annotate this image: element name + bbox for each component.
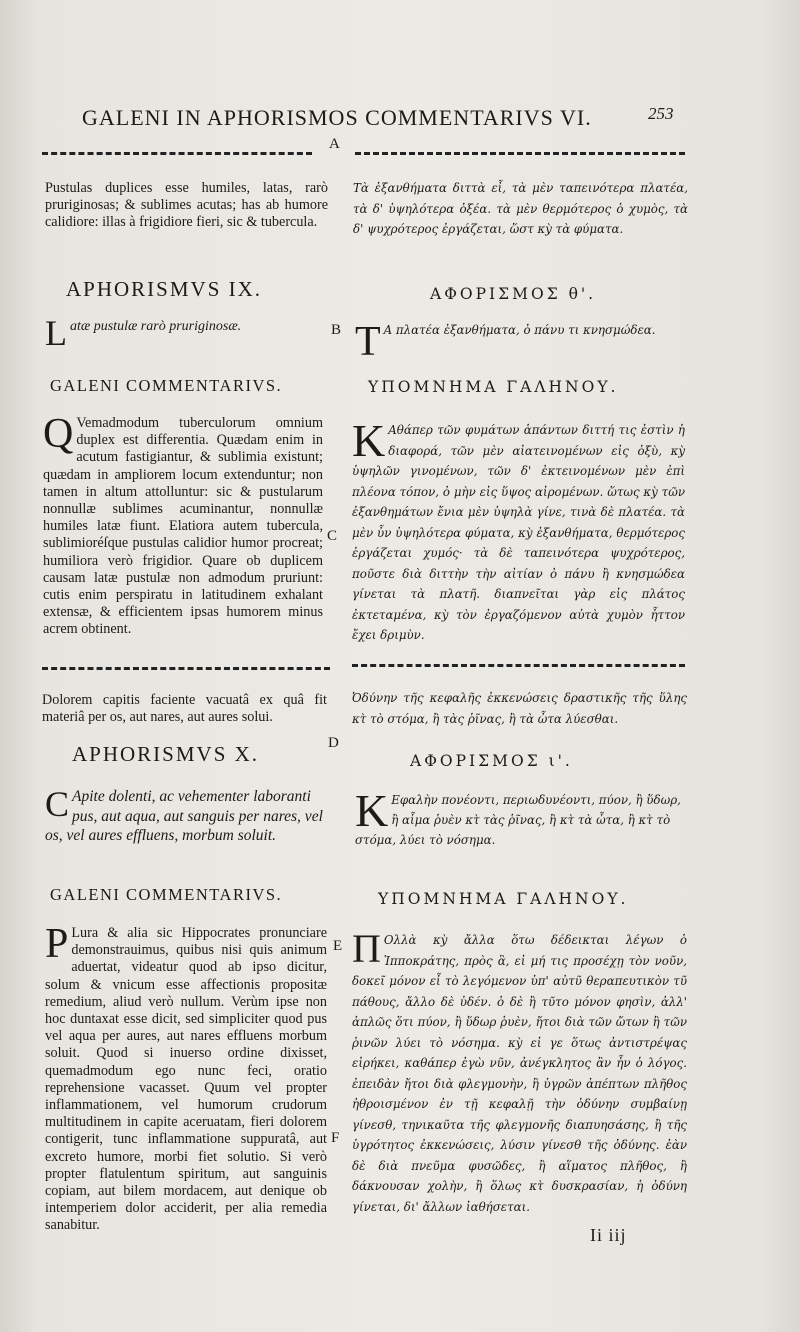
drop-cap-p: P (45, 921, 69, 967)
section-letter-a: A (329, 136, 340, 152)
greek-intro-ix: Τὰ ἐξανθήματα διττὰ εἶ, τὰ μὲν ταπεινότερα πλατέα, τὰ δ' ὑψηλότερα ὀξέα. τὰ μὲν θερμότερος ὁ χυμὸς, τὰ δ' ψυχρότερος ἐργάζεται, ὥστ κỳ τὰ φύματα. (353, 181, 688, 236)
latin-heading-ix: APHORISMVS IX. (66, 277, 263, 301)
running-title: GALENI IN APHORISMOS COMMENTARIVS VI. (82, 105, 592, 130)
latin-aphorism-x: C Apite dolenti, ac vehementer laboranti pus, aut aqua, aut sanguis per nares, vel os, vel aures effluens, morbum soluit. (45, 784, 323, 844)
margin-letter-b: B (331, 322, 342, 338)
drop-cap-l: L (45, 313, 67, 353)
drop-cap-c: C (45, 784, 70, 824)
greek-commentary-ix: K Αθάπερ τῶν φυμάτων ἁπάντων διττή τις ἐστὶν ἡ διαφορά, τῶν μὲν αἰατεινομένων εἰς ὀξὺ, κỳ ὑψηλῶν γινομένων, τῶν δ' ἐκτεινομένων μὲν ἐπὶ πλέονα τόπον, ὀ μὴν εἰς ὕψος αἰρομένων. ὥτως κỳ τῶν ἐξανθημάτων ἔνια μὲν ὑψηλὰ γίνε, τινὰ δὲ πλατέα. τὰ μὲν ὖν ὑψηλότερα φύματα, κỳ ἐξανθήματα, θερμότερος ἐργάζεται χυμός· τὰ δὲ ταπεινότερα ψυχρότερος, ποῦστε διὰ διττὴν τὴν αἰτίαν ὀ πάνυ ἢ κνησμώδεα γίνεται τὰ πλατῆ. διαπνεῖται γὰρ εἰς πλάτος ἐκτεταμένα, κỳ τὸν ἐργαζόμενον αὐτὰ χυμὸν ἧττον ἔχει δριμὺν. (352, 415, 685, 642)
greek-commentary-heading-x: ΥΠΟΜΝΗΜΑ ΓΑΛΗΝΟΥ. (378, 890, 629, 908)
drop-cap-k2: K (355, 785, 389, 836)
drop-cap-t: T (355, 319, 381, 365)
greek-aphorism-ix: T Α πλατέα ἐξανθήματα, ὀ πάνυ τι κνησμώδεα. (355, 319, 656, 365)
page-number: 253 (648, 104, 674, 123)
latin-commentary-heading-ix: GALENI COMMENTARIVS. (50, 376, 283, 395)
drop-cap-q: Q (43, 411, 74, 457)
middle-rule-right (352, 664, 685, 667)
margin-letter-e: E (333, 938, 343, 954)
margin-letter-d: D (328, 735, 339, 751)
greek-commentary-heading-ix: ΥΠΟΜΝΗΜΑ ΓΑΛΗΝΟΥ. (368, 378, 619, 396)
latin-heading-x: APHORISMVS X. (72, 742, 260, 766)
top-rule-right (355, 152, 685, 155)
greek-heading-x: ΑΦΟΡΙΣΜΟΣ ι'. (410, 752, 573, 770)
top-rule-left (42, 152, 312, 155)
drop-cap-k: K (352, 415, 386, 466)
greek-commentary-x: Π Ολλὰ κỳ ἄλλα ὅτω δέδεικται λέγων ὁ Ἱπποκράτης, πρὸς ἃ, εἰ μή τις προσέχῃ τὸν νοῦν, δοκεῖ μόνον εἶ τὸ λεγόμενον ὑπ' αὐτῦ θεραπευτικὸν τῦ πάθους, ἄλλο δὲ ὐδέν. ὁ δὲ ἢ τῦτο μόνον φησὶν, ἀλλ' ἁπλῶς ὅτι πύον, ἢ ὕδωρ ῥυὲν, ἤτοι διὰ τῶν ὤτων ἢ τῶν ῥινῶν λύει τὸ νόσημα. κỳ εἰ γε ὅτως ἀντιστρέψας εἰρήκει, καθάπερ ἐγὼ νῦν, ἀνέγκλητος ἂν ἦν ὁ λόγος. ἐπειδὰν ἤτοι διὰ φλεγμονὴν, ἢ ὑγρῶν ἀπέπτων πλῆθος ἠθροισμένον ἐν τῇ κεφαλῇ τὴν ὀδύνην συμβαίνῃ γίνεσθ, τηνικαῦτα τῆς φλεγμονῆς διαπυησάσης, ἢ τῆς ὑγρότητος ἐκκενώσεις, λύσιν γίνεσθ τῆς ὀδύνης. ἐὰν δὲ διὰ πνεῦμα φυσῶδες, ἢ αἵματος πλῆθος, ἢ δάκνουσαν χολὴν, ἢ ὅλως κτ̀ δυσκρασίαν, ἡ ὀδύνη γίνεται, δι' ἄλλων ἰαθήσεται. (352, 926, 687, 1214)
latin-aphorism-ix: L atæ pustulæ rarò pruriginosæ. (45, 313, 242, 353)
latin-intro-x: Dolorem capitis faciente vacuatâ ex quâ fit materiâ per os, aut nares, aut aures solui. (42, 692, 327, 726)
margin-letter-f: F (331, 1130, 340, 1146)
margin-letter-c: C (327, 528, 338, 544)
latin-commentary-ix: Q Vemadmodum tuberculorum omnium duplex est differentia. Quædam enim in acutum fastigiantur, & sublimia existunt; quædam in ampliorem locum extenduntur; non tamen in altum attolluntur: sic & pustularum nonnullæ sublimes acuminantur, nonnullæ humiles latæ fiunt. Elatiora autem tubercula, sublimioréſque pustulas calidior humor procreat; humiliora verò frigidior. Quare ob duplicem causam latæ pustulæ non admodum pruriunt: cutis enim perspiratu in latitudinem exhalant extensæ, & efficientem ipsas humorem minus acrem obtinent. (43, 411, 323, 638)
latin-commentary-x: P Lura & alia sic Hippocrates pronunciare demonstrauimus, quibus nisi quis animum aduertat, videatur quod ab ipso dicitur, solum & vnicum esse affectionis propositæ remedium, aliud verò nullum. Verùm ipse non hoc duntaxat esse dicit, sed simpliciter quod pus vel aqua per aures, aut nares effluens morbum soluit. Quod si inuerso ordine dixisset, quemadmodum ego nunc feci, oratio reprehensione vacasset. Quum vel propter inflammationem, vel humorum crudorum multitudinem in capite aceruatam, fieri dolorem contigerit, tunc inflammatione suppuratâ, aut excreto humore, morbi fiet solutio. Si verò propter flatulentum spiritum, aut sanguinis copiam, aut bilem mordacem, aut denique ob intemperiem dolor acciderit, per alia remedia sanabitur. (45, 921, 327, 1234)
latin-intro-ix: Pustulas duplices esse humiles, latas, rarò pruriginosas; & sublimes acutas; has ab humore calidiore: illas à frigidiore fieri, sic & tubercula. (45, 180, 328, 231)
greek-heading-ix: ΑΦΟΡΙΣΜΟΣ θ'. (430, 285, 597, 303)
greek-intro-x: Ὀδύνην τῆς κεφαλῆς ἐκκενώσεις δραστικῆς τῆς ὕλης κτ̀ τὸ στόμα, ἢ τὰς ῥῖνας, ἢ τὰ ὦτα λύεσθαι. (352, 691, 687, 726)
drop-cap-pi: Π (352, 926, 381, 971)
signature-mark: Ii iij (590, 1225, 627, 1245)
greek-aphorism-x: K Εφαλὴν πονέοντι, περιωδυνέοντι, πύον, ἢ ὕδωρ, ἢ αἷμα ῥυὲν κτ̀ τὰς ῥῖνας, ἢ κτ̀ τὰ ὦτα, ἢ κτ̀ τὸ στόμα, λύει τὸ νόσημα. (355, 785, 681, 847)
middle-rule-left (42, 667, 330, 670)
latin-commentary-heading-x: GALENI COMMENTARIVS. (50, 885, 283, 904)
